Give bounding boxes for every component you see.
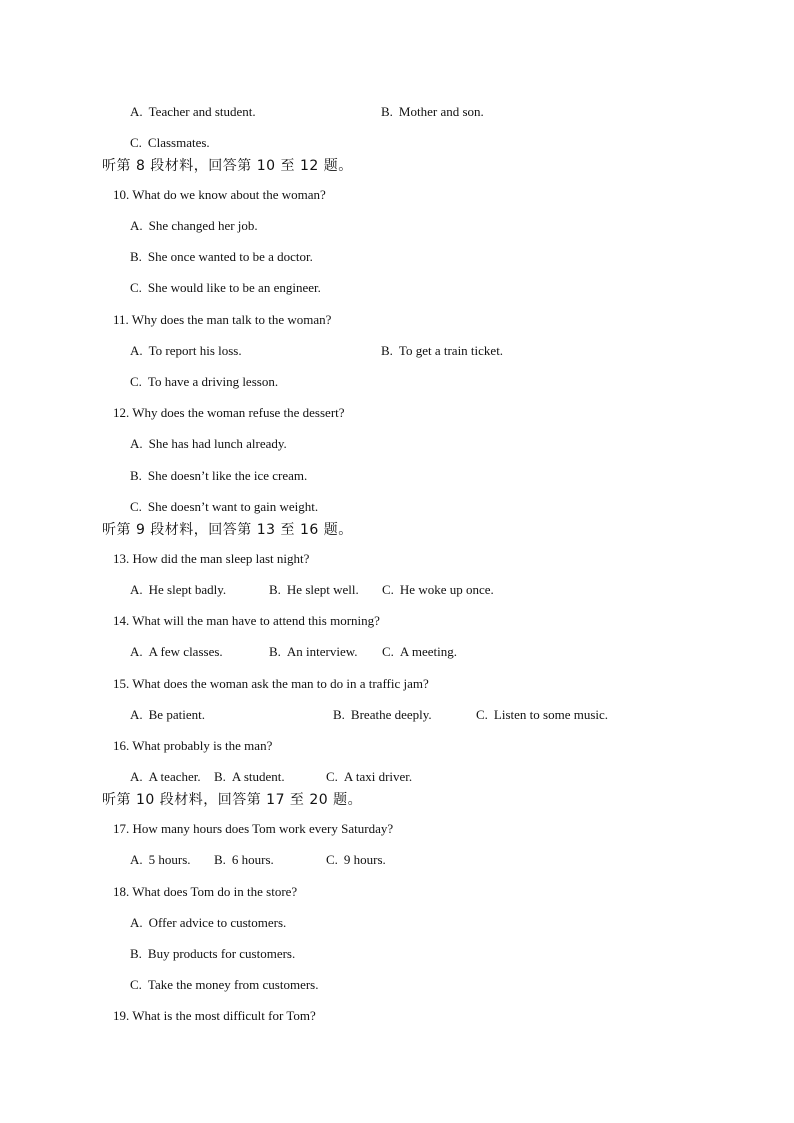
option-letter: A. <box>130 852 143 867</box>
question-text: What probably is the man? <box>132 738 273 753</box>
option-letter: B. <box>333 707 345 722</box>
option-text: A meeting. <box>399 644 457 659</box>
option-text: A few classes. <box>148 644 223 659</box>
answer-option <box>130 249 313 265</box>
option-letter: C. <box>130 280 142 295</box>
question-13 <box>113 551 309 567</box>
question-text: What does the woman ask the man to do in a traffic jam? <box>132 676 429 691</box>
answer-option <box>381 104 484 120</box>
answer-option <box>130 582 226 598</box>
option-text: A teacher. <box>148 769 201 784</box>
option-text: She has had lunch already. <box>148 436 287 451</box>
answer-option <box>130 135 210 151</box>
option-text: She doesn’t like the ice cream. <box>147 468 308 483</box>
option-text: He slept well. <box>286 582 359 597</box>
question-number: 16. <box>113 738 133 753</box>
option-letter: A. <box>130 218 143 233</box>
question-number: 14. <box>113 613 133 628</box>
answer-option <box>476 707 608 723</box>
option-text: She changed her job. <box>148 218 258 233</box>
section-header: 听第 9 段材料，回答第 13 至 16 题。 <box>102 522 353 538</box>
question-text: Why does the woman refuse the dessert? <box>132 405 345 420</box>
question-number: 18. <box>113 884 133 899</box>
option-text: To have a driving lesson. <box>147 374 279 389</box>
answer-option <box>130 374 278 390</box>
option-text: Be patient. <box>148 707 205 722</box>
question-text: What do we know about the woman? <box>132 187 326 202</box>
option-text: Buy products for customers. <box>147 946 296 961</box>
question-10 <box>113 187 326 203</box>
question-17 <box>113 821 393 837</box>
question-number: 15. <box>113 676 133 691</box>
section-header: 听第 8 段材料，回答第 10 至 12 题。 <box>102 158 353 174</box>
option-letter: B. <box>269 582 281 597</box>
option-letter: B. <box>381 343 393 358</box>
option-letter: A. <box>130 707 143 722</box>
question-14 <box>113 613 380 629</box>
option-letter: C. <box>130 374 142 389</box>
option-letter: A. <box>130 644 143 659</box>
question-16 <box>113 738 272 754</box>
option-letter: B. <box>381 104 393 119</box>
option-letter: A. <box>130 104 143 119</box>
answer-option <box>130 769 201 785</box>
question-15 <box>113 676 429 692</box>
answer-option <box>130 436 287 452</box>
option-text: 6 hours. <box>231 852 274 867</box>
option-text: An interview. <box>286 644 358 659</box>
answer-option <box>326 852 386 868</box>
option-letter: C. <box>382 644 394 659</box>
option-text: Listen to some music. <box>493 707 609 722</box>
option-text: Teacher and student. <box>148 104 256 119</box>
option-letter: C. <box>130 499 142 514</box>
answer-option <box>130 707 205 723</box>
option-text: Classmates. <box>147 135 210 150</box>
option-letter: C. <box>130 977 142 992</box>
option-letter: C. <box>476 707 488 722</box>
answer-option <box>130 218 258 234</box>
option-letter: A. <box>130 343 143 358</box>
option-letter: B. <box>130 249 142 264</box>
option-text: She once wanted to be a doctor. <box>147 249 313 264</box>
question-12 <box>113 405 345 421</box>
question-text: What does Tom do in the store? <box>132 884 298 899</box>
option-letter: C. <box>326 769 338 784</box>
option-letter: B. <box>214 769 226 784</box>
answer-option <box>381 343 503 359</box>
option-text: 9 hours. <box>343 852 386 867</box>
question-text: How many hours does Tom work every Saturday? <box>132 821 394 836</box>
option-letter: A. <box>130 769 143 784</box>
question-number: 17. <box>113 821 133 836</box>
answer-option <box>130 104 256 120</box>
option-text: A student. <box>231 769 285 784</box>
answer-option <box>269 582 359 598</box>
answer-option <box>130 915 286 931</box>
answer-option <box>130 468 307 484</box>
answer-option <box>130 499 318 515</box>
option-letter: C. <box>326 852 338 867</box>
question-text: What will the man have to attend this morning? <box>132 613 380 628</box>
option-letter: B. <box>269 644 281 659</box>
answer-option <box>333 707 432 723</box>
section-header: 听第 10 段材料，回答第 17 至 20 题。 <box>102 792 363 808</box>
question-number: 12. <box>113 405 133 420</box>
option-letter: A. <box>130 915 143 930</box>
question-18 <box>113 884 297 900</box>
answer-option <box>130 946 295 962</box>
answer-option <box>382 582 494 598</box>
option-letter: B. <box>130 468 142 483</box>
question-number: 19. <box>113 1008 133 1023</box>
option-text: She doesn’t want to gain weight. <box>147 499 319 514</box>
answer-option <box>382 644 457 660</box>
option-letter: B. <box>130 946 142 961</box>
answer-option <box>130 343 242 359</box>
answer-option <box>130 852 191 868</box>
question-text: Why does the man talk to the woman? <box>131 312 332 327</box>
question-number: 13. <box>113 551 133 566</box>
answer-option <box>130 977 319 993</box>
option-text: She would like to be an engineer. <box>147 280 321 295</box>
option-letter: C. <box>382 582 394 597</box>
answer-option <box>130 644 223 660</box>
answer-option <box>214 852 274 868</box>
option-letter: A. <box>130 436 143 451</box>
option-text: He slept badly. <box>148 582 227 597</box>
question-19 <box>113 1008 316 1024</box>
question-number: 11. <box>113 312 132 327</box>
option-text: Mother and son. <box>398 104 484 119</box>
option-text: A taxi driver. <box>343 769 413 784</box>
option-text: He woke up once. <box>399 582 494 597</box>
option-text: To report his loss. <box>148 343 242 358</box>
option-text: Breathe deeply. <box>350 707 432 722</box>
question-text: What is the most difficult for Tom? <box>132 1008 316 1023</box>
question-number: 10. <box>113 187 133 202</box>
option-text: Offer advice to customers. <box>148 915 287 930</box>
question-11 <box>113 312 331 328</box>
answer-option <box>326 769 412 785</box>
option-letter: A. <box>130 582 143 597</box>
answer-option <box>269 644 358 660</box>
option-letter: C. <box>130 135 142 150</box>
question-text: How did the man sleep last night? <box>132 551 310 566</box>
answer-option <box>214 769 285 785</box>
option-text: To get a train ticket. <box>398 343 504 358</box>
option-text: Take the money from customers. <box>147 977 319 992</box>
option-text: 5 hours. <box>148 852 191 867</box>
answer-option <box>130 280 321 296</box>
option-letter: B. <box>214 852 226 867</box>
